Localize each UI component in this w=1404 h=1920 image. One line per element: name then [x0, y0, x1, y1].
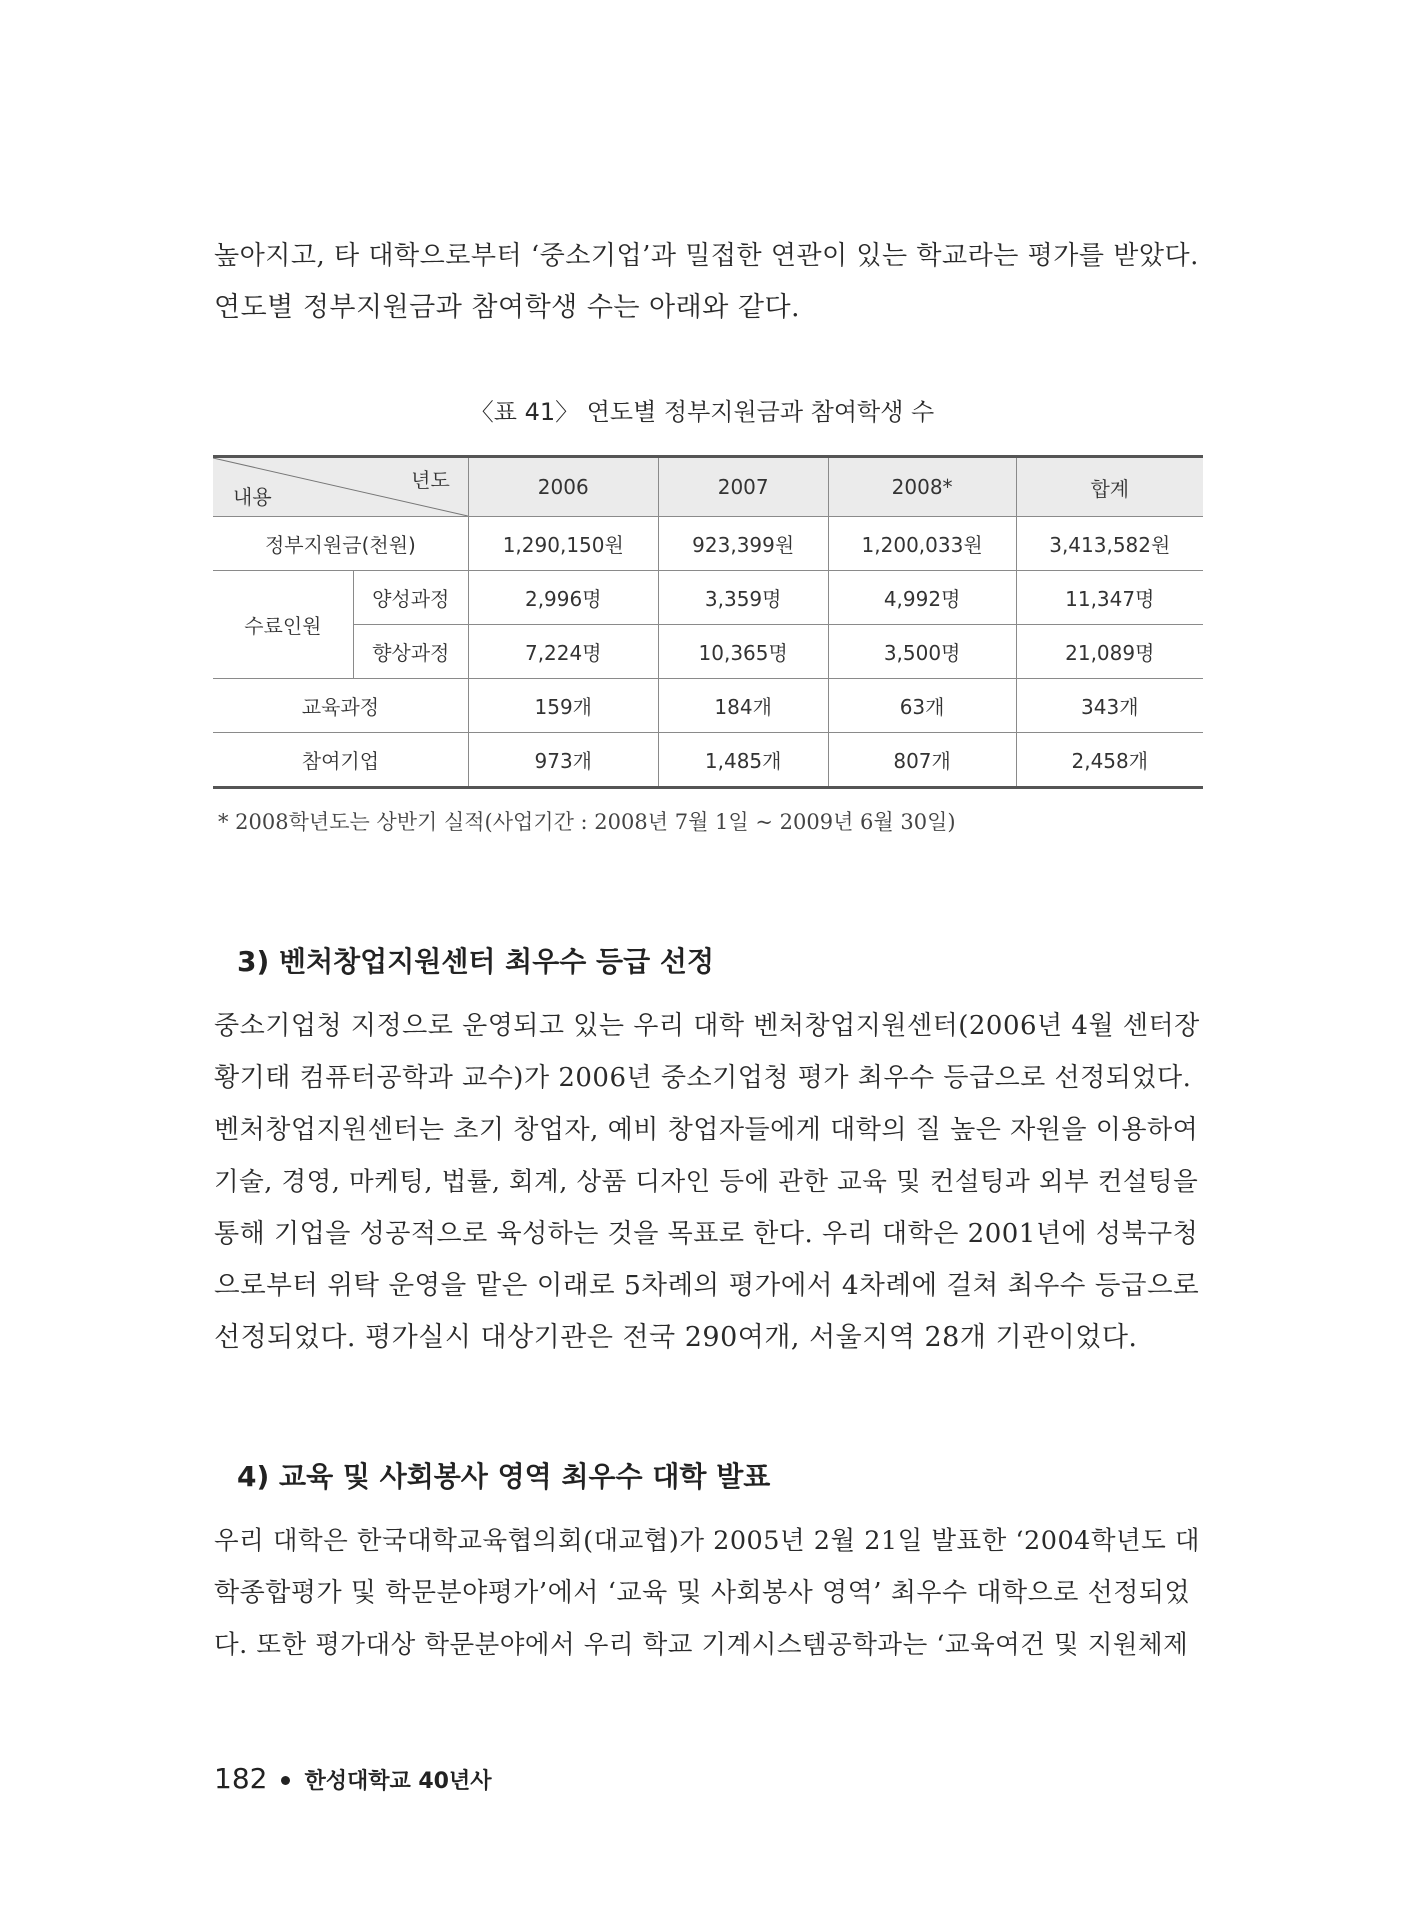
- section-4-heading: 4) 교육 및 사회봉사 영역 최우수 대학 발표: [237, 1460, 771, 1493]
- corner-content-label: 내용: [233, 485, 272, 509]
- table-row: [213, 625, 1203, 679]
- table-cell: 184개: [658, 679, 828, 733]
- section-3-heading: 3) 벤처창업지원센터 최우수 등급 선정: [237, 945, 714, 978]
- table-cell: 1,485개: [658, 733, 828, 788]
- column-header: 2008*: [828, 457, 1016, 517]
- table-row: [213, 571, 1203, 625]
- table-cell: 2,996명: [468, 571, 658, 625]
- paragraph-line: 다. 또한 평가대상 학문분야에서 우리 학교 기계시스템공학과는 ‘교육여건 및 지원체제: [214, 1630, 1189, 1660]
- row-label: 교육과정: [213, 679, 468, 733]
- corner-year-label: 년도: [411, 468, 450, 492]
- data-table: [213, 455, 1203, 789]
- table-cell: 63개: [828, 679, 1016, 733]
- paragraph-line: 학종합평가 및 학문분야평가’에서 ‘교육 및 사회봉사 영역’ 최우수 대학으로 선정되었: [214, 1578, 1191, 1608]
- intro-paragraph: [214, 230, 1204, 334]
- column-header: 2006: [468, 457, 658, 517]
- bullet-dot: [281, 1776, 290, 1785]
- row-label: 참여기업: [213, 733, 468, 788]
- table-row: [213, 679, 1203, 733]
- paragraph-line: 중소기업청 지정으로 운영되고 있는 우리 대학 벤처창업지원센터(2006년 4월 센터장: [214, 1011, 1200, 1041]
- page-number: 182: [214, 1762, 268, 1795]
- table-row: [213, 517, 1203, 571]
- page-footer: [214, 1762, 492, 1795]
- column-header: 2007: [658, 457, 828, 517]
- table-cell: 11,347명: [1016, 571, 1203, 625]
- table-caption: 〈표 41〉 연도별 정부지원금과 참여학생 수: [469, 398, 935, 426]
- row-group-label: 수료인원: [213, 571, 353, 679]
- row-label: 양성과정: [353, 571, 468, 625]
- paragraph-line: 통해 기업을 성공적으로 육성하는 것을 목표로 한다. 우리 대학은 2001년에 성북구청: [214, 1219, 1199, 1249]
- row-label: 향상과정: [353, 625, 468, 679]
- section-3-paragraph: [214, 1000, 1204, 1364]
- table-cell: 7,224명: [468, 625, 658, 679]
- table-cell: 807개: [828, 733, 1016, 788]
- table-row: [213, 733, 1203, 788]
- table-cell: 923,399원: [658, 517, 828, 571]
- column-header: 합계: [1016, 457, 1203, 517]
- table-cell: 3,500명: [828, 625, 1016, 679]
- table-cell: 4,992명: [828, 571, 1016, 625]
- row-label: 정부지원금(천원): [213, 517, 468, 571]
- table-cell: 1,290,150원: [468, 517, 658, 571]
- table-cell: 3,413,582원: [1016, 517, 1203, 571]
- paragraph-line: 황기태 컴퓨터공학과 교수)가 2006년 중소기업청 평가 최우수 등급으로 선정되었다.: [214, 1063, 1192, 1093]
- paragraph-line: 으로부터 위탁 운영을 맡은 이래로 5차례의 평가에서 4차례에 걸쳐 최우수 등급으로: [214, 1270, 1200, 1301]
- paragraph-line: 선정되었다. 평가실시 대상기관은 전국 290여개, 서울지역 28개 기관이었다.: [214, 1322, 1138, 1353]
- book-title: 한성대학교 40년사: [304, 1769, 492, 1794]
- table-cell: 1,200,033원: [828, 517, 1016, 571]
- intro-line: 연도별 정부지원금과 참여학생 수는 아래와 같다.: [214, 292, 801, 323]
- table-header-row: [213, 457, 1203, 517]
- table-cell: 3,359명: [658, 571, 828, 625]
- table-cell: 973개: [468, 733, 658, 788]
- table-cell: 2,458개: [1016, 733, 1203, 788]
- intro-line: 높아지고, 타 대학으로부터 ‘중소기업’과 밀접한 연관이 있는 학교라는 평가를 받았다.: [214, 241, 1199, 271]
- table-corner-cell: [213, 457, 468, 517]
- table-cell: 343개: [1016, 679, 1203, 733]
- table-cell: 159개: [468, 679, 658, 733]
- table-cell: 10,365명: [658, 625, 828, 679]
- paragraph-line: 우리 대학은 한국대학교육협의회(대교협)가 2005년 2월 21일 발표한 ‘2004학년도 대: [214, 1526, 1201, 1556]
- table-cell: 21,089명: [1016, 625, 1203, 679]
- paragraph-line: 기술, 경영, 마케팅, 법률, 회계, 상품 디자인 등에 관한 교육 및 컨설팅과 외부 컨설팅을: [214, 1167, 1199, 1197]
- paragraph-line: 벤처창업지원센터는 초기 창업자, 예비 창업자들에게 대학의 질 높은 자원을 이용하여: [214, 1115, 1199, 1145]
- section-4-paragraph: [214, 1515, 1204, 1671]
- table-footnote: * 2008학년도는 상반기 실적(사업기간 : 2008년 7월 1일 ~ 2009년 6월 30일): [218, 810, 956, 834]
